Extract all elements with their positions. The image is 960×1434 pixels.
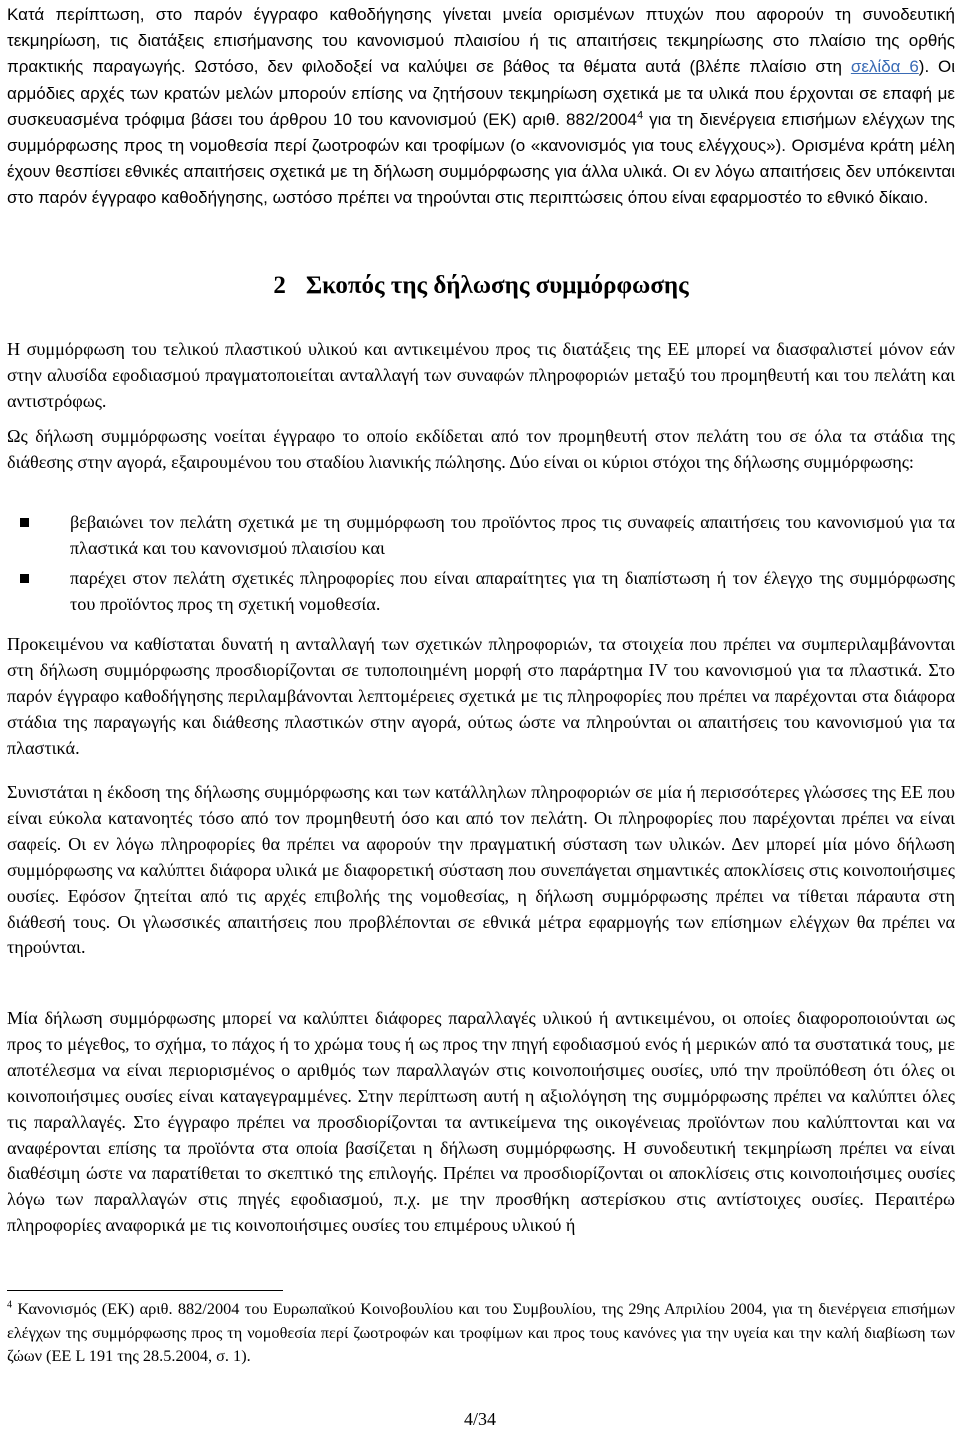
paragraph-5: Μία δήλωση συμμόρφωσης μπορεί να καλύπτει διάφορες παραλλαγές υλικού ή αντικειμένου, οι οποίες διαφοροποιούνται ως προς το μέγεθος, το σχήμα, το πάχος ή το χρώμα τους ή ως προς την πηγή εφοδιασμού ενός ή μερικών από τα συστατικά τους, με αποτέλεσμα να είναι περιορισμένος ο αριθμός των παραλλαγών στις κοινοποιήσιμες ουσίες, υπό την προϋπόθεση ότι όλες οι κοινοποιήσιμες ουσίες είναι καταγεγραμμένες. Στην περίπτωση αυτή η αξιολόγηση της συμμόρφωσης πρέπει να καλύπτει όλες τις παραλλαγές. Στο έγγραφο πρέπει να προσδιορίζονται τα αντικείμενα της οικογένειας προϊόντων που καλύπτονται και να αναφέρονται επίσης τα προϊόντα στα οποία βασίζεται η δήλωση συμμόρφωσης. Η συνοδευτική τεκμηρίωση πρέπει να είναι διαθέσιμη ώστε να παρατίθεται το σκεπτικό της επιλογής. Πρέπει να προσδιορίζονται οι αποκλίσεις στις κοινοποιήσιμες ουσίες λόγω των παραλλαγών στις πηγές εφοδιασμού, π.χ. με την προσθήκη αστερίσκου στις αντίστοιχες ουσίες. Περαιτέρω πληροφορίες αναφορικά με τις κοινοποιήσιμες ουσίες του επιμέρους υλικού ή [7, 1008, 955, 1236]
intro-text-c: για τη διενέργεια επισήμων ελέγχων της συμμόρφωσης προς τη νομοθεσία περί ζωοτροφών και τροφίμων (ο «κανονισμός για τους ελέγχους»). Ορισμένα κράτη μέλη έχουν θεσπίσει εθνικές απαιτήσεις σχετικά με τη δήλωση συμμόρφωσης για άλλα υλικά. Οι εν λόγω απαιτήσεις δεν υπόκεινται στο παρόν έγγραφο καθοδήγησης, ωστόσο πρέπει να τηρούνται στις περιπτώσεις όπου είναι εφαρμοστέο το εθνικό δίκαιο. [7, 109, 955, 208]
list-item-text: βεβαιώνει τον πελάτη σχετικά με τη συμμόρφωση του προϊόντος προς τις συναφείς απαιτήσεις του κανονισμού για τα πλαστικά και του κανονισμού πλαισίου και [70, 512, 955, 558]
paragraph-3: Προκειμένου να καθίσταται δυνατή η ανταλλαγή των σχετικών πληροφοριών, τα στοιχεία που πρέπει να συμπεριλαμβάνονται στη δήλωση συμμόρφωσης προσδιορίζονται σε τυποποιημένη μορφή στο παράρτημα IV του κανονισμού για τα πλαστικά. Στο παρόν έγγραφο καθοδήγησης περιλαμβάνονται λεπτομέρειες σχετικά με τις πληροφορίες που πρέπει να παρέχονται στα διάφορα στάδια της παραγωγής και διάθεσης πλαστικών στην αγορά, ούτως ώστε να πληρούνται οι απαιτήσεις του κανονισμού για τα πλαστικά. [7, 634, 955, 758]
footnote [7, 1297, 955, 1368]
list-item [7, 510, 955, 562]
section-heading [7, 270, 955, 302]
paragraph-1: Η συμμόρφωση του τελικού πλαστικού υλικού και αντικειμένου προς τις διατάξεις της ΕΕ μπορεί να διασφαλιστεί μόνον εάν στην αλυσίδα εφοδιασμού πραγματοποιείται ανταλλαγή των συναφών πληροφοριών μεταξύ του προμηθευτή και του πελάτη και αντιστρόφως. [7, 339, 955, 411]
footnote-reference[interactable]: 4 [636, 109, 644, 122]
footnote-separator [7, 1290, 283, 1291]
page-6-link[interactable]: σελίδα 6 [850, 57, 919, 77]
square-bullet-icon [20, 574, 29, 583]
intro-paragraph [7, 2, 955, 212]
paragraph-2: Ως δήλωση συμμόρφωσης νοείται έγγραφο το οποίο εκδίδεται από τον προμηθευτή στον πελάτη του σε όλα τα στάδια της διάθεσης στην αγορά, εξαιρουμένου του σταδίου λιανικής πώλησης. Δύο είναι οι κύριοι στόχοι της δήλωσης συμμόρφωσης: [7, 426, 955, 472]
list-item [7, 566, 955, 618]
section-title: Σκοπός της δήλωσης συμμόρφωσης [305, 272, 689, 299]
intro-text-b: ). Οι αρμόδιες αρχές των κρατών μελών μπορούν επίσης να ζητήσουν τεκμηρίωση σχετικά με τα υλικά που έρχονται σε επαφή με συσκευασμένα τρόφιμα βάσει του άρθρου 10 του κανονισμού (ΕΚ) αριθ. 882/2004 [7, 57, 955, 129]
square-bullet-icon [20, 518, 29, 527]
paragraph-4: Συνιστάται η έκδοση της δήλωσης συμμόρφωσης και των κατάλληλων πληροφοριών σε μία ή περισσότερες γλώσσες της ΕΕ που είναι εύκολα κατανοητές τόσο από τον προμηθευτή όσο και από τον πελάτη. Οι πληροφορίες που παρέχονται πρέπει να είναι σαφείς. Οι εν λόγω πληροφορίες θα πρέπει να αφορούν την πραγματική σύσταση των υλικών. Δεν μπορεί μία μόνο δήλωση συμμόρφωσης να καλύπτει διάφορα υλικά με διαφορετική σύσταση που συνεπάγεται σημαντικές αποκλίσεις στις κοινοποιήσιμες ουσίες. Εφόσον ζητείται από τις αρχές επιβολής της νομοθεσίας, η δήλωση συμμόρφωσης πρέπει να τίθεται πάραυτα στη διάθεσή τους. Οι γλωσσικές απαιτήσεις που προβλέπονται σε εθνικά μέτρα εφαρμογής των επίσημων ελέγχων θα πρέπει να τηρούνται. [7, 782, 955, 958]
section-number: 2 [273, 272, 286, 299]
footnote-marker: 4 [7, 1299, 12, 1311]
footnote-text: Κανονισμός (ΕΚ) αριθ. 882/2004 του Ευρωπαϊκού Κοινοβουλίου και του Συμβουλίου, της 29ης Απριλίου 2004, για τη διενέργεια επισήμων ελέγχων της συμμόρφωσης προς τη νομοθεσία περί ζωοτροφών και τροφίμων και προς τους κανόνες για την υγεία και την καλή διαβίωση των ζώων (ΕΕ L 191 της 28.5.2004, σ. 1). [7, 1299, 955, 1365]
list-item-text: παρέχει στον πελάτη σχετικές πληροφορίες που είναι απαραίτητες για τη διαπίστωση ή τον έλεγχο της συμμόρφωσης του προϊόντος προς τη σχετική νομοθεσία. [70, 567, 955, 614]
objectives-list [7, 510, 955, 622]
page-number: 4/34 [463, 1409, 496, 1429]
intro-text-a: Κατά περίπτωση, στο παρόν έγγραφο καθοδήγησης γίνεται μνεία ορισμένων πτυχών που αφορούν τη συνοδευτική τεκμηρίωση, τις διατάξεις επισήμανσης του κανονισμού πλαισίου ή τις απαιτήσεις τεκμηρίωσης στο πλαίσιο της ορθής πρακτικής παραγωγής. Ωστόσο, δεν φιλοδοξεί να καλύψει σε βάθος τα θέματα αυτά (βλέπε πλαίσιο στη [7, 5, 955, 77]
